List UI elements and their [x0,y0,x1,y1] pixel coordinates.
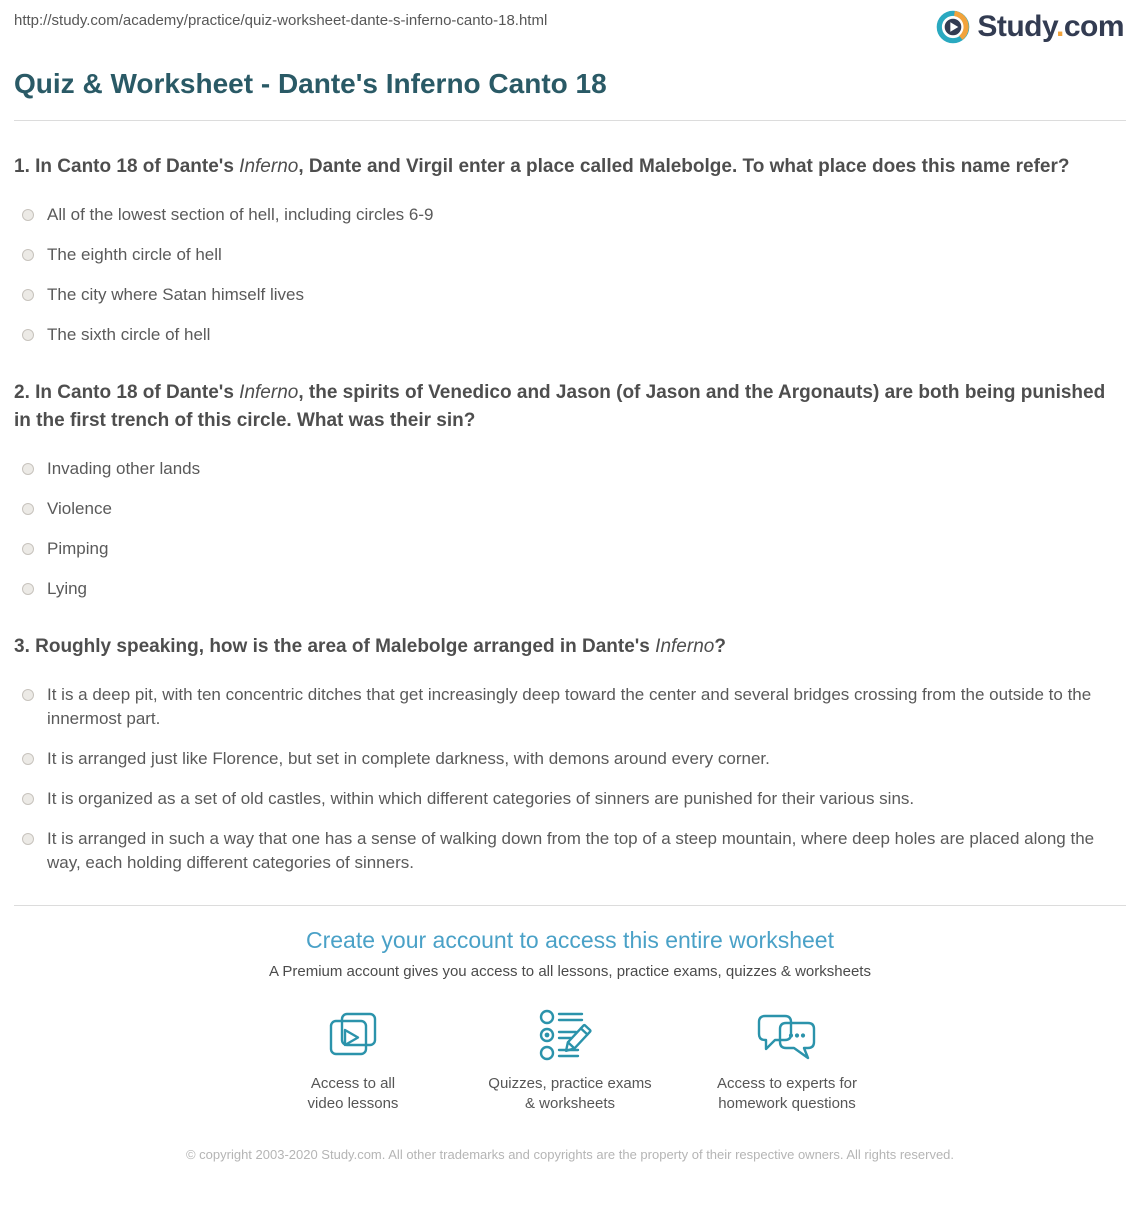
question-2-text: 2. In Canto 18 of Dante's Inferno, the spirits of Venedico and Jason (of Jason and the Argonauts) are both being punished in the first trench of this circle. What was their sin? [14,381,1106,431]
question-1-text: 1. In Canto 18 of Dante's Inferno, Dante and Virgil enter a place called Malebolge. To what place does this name refer? [14,155,1070,177]
option-label: Invading other lands [47,458,201,478]
feature-label: Access to experts for homework questions [716,1074,858,1112]
answer-option[interactable] [14,827,1126,875]
answer-option[interactable] [14,283,1126,307]
option-label: All of the lowest section of hell, including circles 6-9 [47,204,434,224]
copyright-notice: © copyright 2003-2020 Study.com. All other trademarks and copyrights are the property of their respective owners. All rights reserved. [185,1146,955,1162]
radio-button[interactable] [22,543,34,555]
radio-button[interactable] [22,209,34,221]
answer-option[interactable] [14,457,1126,481]
option-label: It is arranged just like Florence, but set in complete darkness, with demons around every corner. [47,748,770,768]
answer-option[interactable] [14,787,1126,811]
option-label: The sixth circle of hell [47,324,211,344]
question-3-options [14,683,1126,875]
option-label: It is arranged in such a way that one has a sense of walking down from the top of a steep mountain, where deep holes are placed along the way, each holding different categories of sinners. [47,828,1095,872]
page-url: http://study.com/academy/practice/quiz-worksheet-dante-s-inferno-canto-18.html [14,12,548,29]
radio-button[interactable] [22,583,34,595]
answer-option[interactable] [14,203,1126,227]
study-logo[interactable] [936,10,1124,44]
radio-button[interactable] [22,249,34,261]
premium-subheading: A Premium account gives you access to all lessons, practice exams, quizzes & worksheets [269,962,871,980]
question-block-3 [14,633,1126,875]
answer-option[interactable] [14,497,1126,521]
create-account-heading[interactable]: Create your account to access this entire worksheet [306,926,834,953]
answer-option[interactable] [14,243,1126,267]
chat-experts-icon [755,1012,819,1062]
question-2-options [14,457,1126,601]
radio-button[interactable] [22,793,34,805]
feature-expert-help [679,1006,896,1114]
option-label: The city where Satan himself lives [47,284,304,304]
title-divider [14,120,1126,121]
feature-label: Access to all video lessons [307,1074,399,1112]
study-logo-text: Study.com [977,10,1124,43]
radio-button[interactable] [22,289,34,301]
question-block-2 [14,379,1126,601]
option-label: Violence [47,498,112,518]
radio-button[interactable] [22,463,34,475]
option-label: It is organized as a set of old castles, within which different categories of sinners are punished for their various sins. [47,788,915,808]
answer-option[interactable] [14,323,1126,347]
answer-option[interactable] [14,683,1126,731]
feature-quizzes-worksheets [462,1006,679,1114]
radio-button[interactable] [22,833,34,845]
radio-button[interactable] [22,503,34,515]
quizzes-worksheets-icon [538,1008,602,1062]
page-title: Quiz & Worksheet - Dante's Inferno Canto 18 [14,68,607,99]
question-block-1 [14,153,1126,347]
answer-option[interactable] [14,537,1126,561]
question-1-options [14,203,1126,347]
option-label: It is a deep pit, with ten concentric ditches that get increasingly deep toward the center and several bridges crossing from the outside to the innermost part. [47,684,1092,728]
features-row [14,1006,1126,1114]
radio-button[interactable] [22,689,34,701]
feature-video-lessons [245,1006,462,1114]
feature-label: Quizzes, practice exams & worksheets [488,1074,652,1112]
video-lessons-icon [325,1010,381,1062]
radio-button[interactable] [22,329,34,341]
radio-button[interactable] [22,753,34,765]
study-logo-icon [936,10,970,44]
option-label: Pimping [47,538,109,558]
create-account-section [14,905,1126,1114]
option-label: Lying [47,578,88,598]
question-3-text: 3. Roughly speaking, how is the area of Malebolge arranged in Dante's Inferno? [14,635,726,657]
answer-option[interactable] [14,747,1126,771]
answer-option[interactable] [14,577,1126,601]
option-label: The eighth circle of hell [47,244,222,264]
